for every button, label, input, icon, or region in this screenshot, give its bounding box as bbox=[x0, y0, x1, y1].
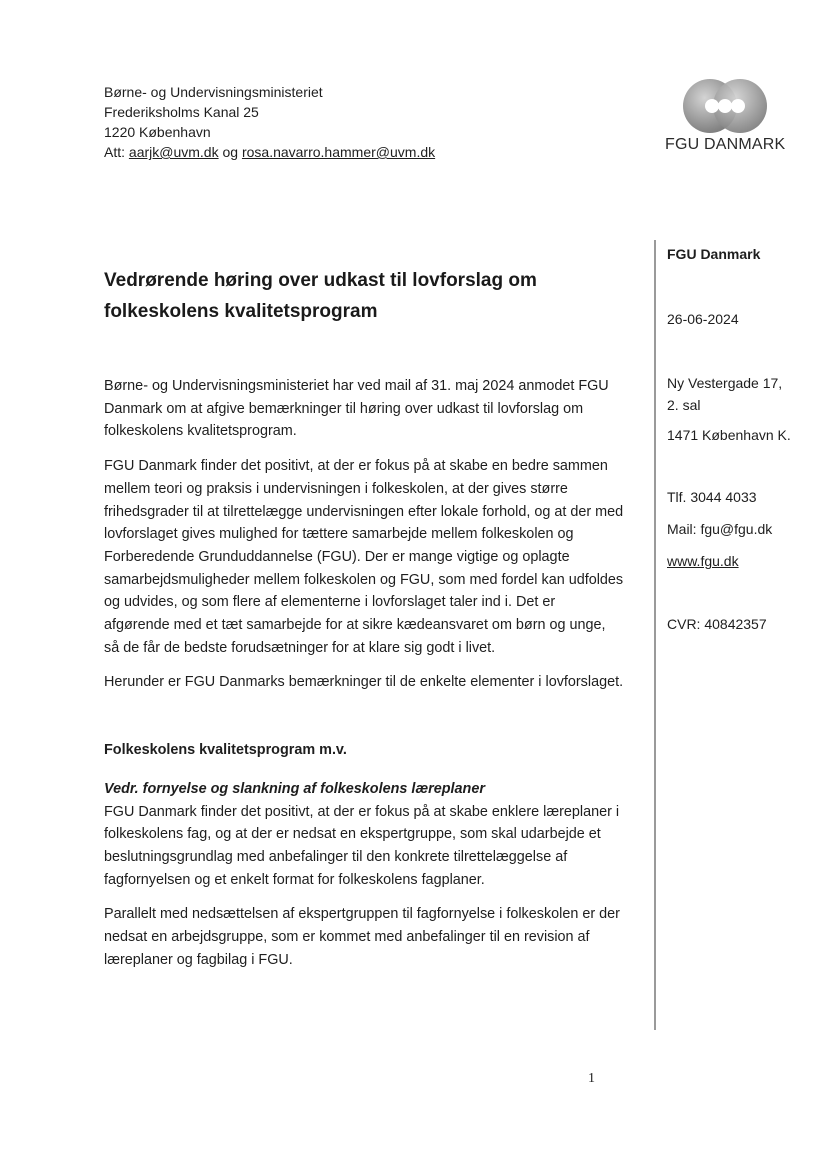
sender-floor: 2. sal bbox=[667, 397, 701, 413]
sidebar-divider bbox=[654, 240, 656, 1030]
recipient-city: 1220 København bbox=[104, 124, 211, 140]
section-heading: Folkeskolens kvalitetsprogram m.v. bbox=[104, 742, 347, 759]
website-link[interactable]: www.fgu.dk bbox=[667, 553, 739, 569]
paragraph-parallel: Parallelt med nedsættelsen af ekspertgruppen til fagfornyelse i folkeskolen er der nedsat en arbejdsgruppe, som er kommet med anbefalinger til en revision af læreplaner og fagbilag i FGU. bbox=[104, 906, 620, 968]
letter-body bbox=[104, 375, 624, 983]
att-label: Att: bbox=[104, 144, 126, 160]
recipient-street: Frederiksholms Kanal 25 bbox=[104, 104, 259, 120]
email-link-aarjk[interactable]: aarjk@uvm.dk bbox=[128, 144, 219, 160]
page-number: 1 bbox=[588, 1071, 595, 1086]
paragraph-intro: Børne- og Undervisningsministeriet har ved mail af 31. maj 2024 anmodet FGU Danmark om at afgive bemærkninger til høring over udkast til lovforslag om folkeskolens kvalitetsprogram. bbox=[104, 378, 609, 440]
fgu-logo bbox=[662, 78, 786, 158]
letter-title: Vedrørende høring over udkast til lovforslag om folkeskolens kvalitetsprogram bbox=[104, 270, 537, 322]
recipient-name: Børne- og Undervisningsministeriet bbox=[104, 84, 323, 100]
sender-mail: Mail: fgu@fgu.dk bbox=[667, 521, 773, 537]
recipient-address bbox=[104, 82, 435, 162]
paragraph-positive: FGU Danmark finder det positivt, at der er fokus på at skabe en bedre sammen mellem teori og praksis i undervisningen i folkeskolen, at der gives større frihedsgrader til at tilrettelægge undervisningen efter lokale forhold, og at der med lovforslaget gives mulighed for tættere samarbejde mellem folkeskolen og Forberedende Grunduddannelse (FGU). Der er mange vigtige og oplagte samarbejdsmuligheder mellem folkeskolen og FGU, som med fordel kan udfoldes og udvides, og som flere af elementerne i lovforslaget taler ind i. Det er afgørende med et tæt samarbejde for at sikre kædeansvaret om børn og unge, så de får de bedste forudsætninger for at klare sig godt i livet. bbox=[104, 458, 624, 656]
paragraph-remarks: Herunder er FGU Danmarks bemærkninger til de enkelte elementer i lovforslaget. bbox=[104, 674, 624, 691]
sender-cvr: CVR: 40842357 bbox=[667, 616, 767, 632]
letter-date: 26-06-2024 bbox=[667, 311, 739, 327]
sender-city: 1471 København K. bbox=[667, 427, 791, 443]
sender-website bbox=[667, 550, 739, 573]
paragraph-curricula: FGU Danmark finder det positivt, at der er fokus på at skabe enklere læreplaner i folkeskolens fag, og at der er nedsat en ekspertgruppe, som skal udarbejde et beslutningsgrundlag med anbefalinger til den konkrete tilrettelæggelse af fagfornyelsen og et enkelt format for folkeskolens fagplaner. bbox=[104, 803, 620, 888]
sub-heading: Vedr. fornyelse og slankning af folkeskolens læreplaner bbox=[104, 780, 485, 797]
recipient-att bbox=[104, 142, 435, 162]
fgu-logo-icon bbox=[682, 78, 768, 134]
sender-street: Ny Vestergade 17, bbox=[667, 375, 783, 391]
sender-phone: Tlf. 3044 4033 bbox=[667, 489, 757, 505]
email-link-rosa[interactable]: rosa.navarro.hammer@uvm.dk bbox=[241, 144, 436, 160]
logo-text: FGU DANMARK bbox=[665, 136, 786, 153]
att-conjunction: og bbox=[222, 144, 239, 160]
sender-org: FGU Danmark bbox=[667, 246, 761, 262]
